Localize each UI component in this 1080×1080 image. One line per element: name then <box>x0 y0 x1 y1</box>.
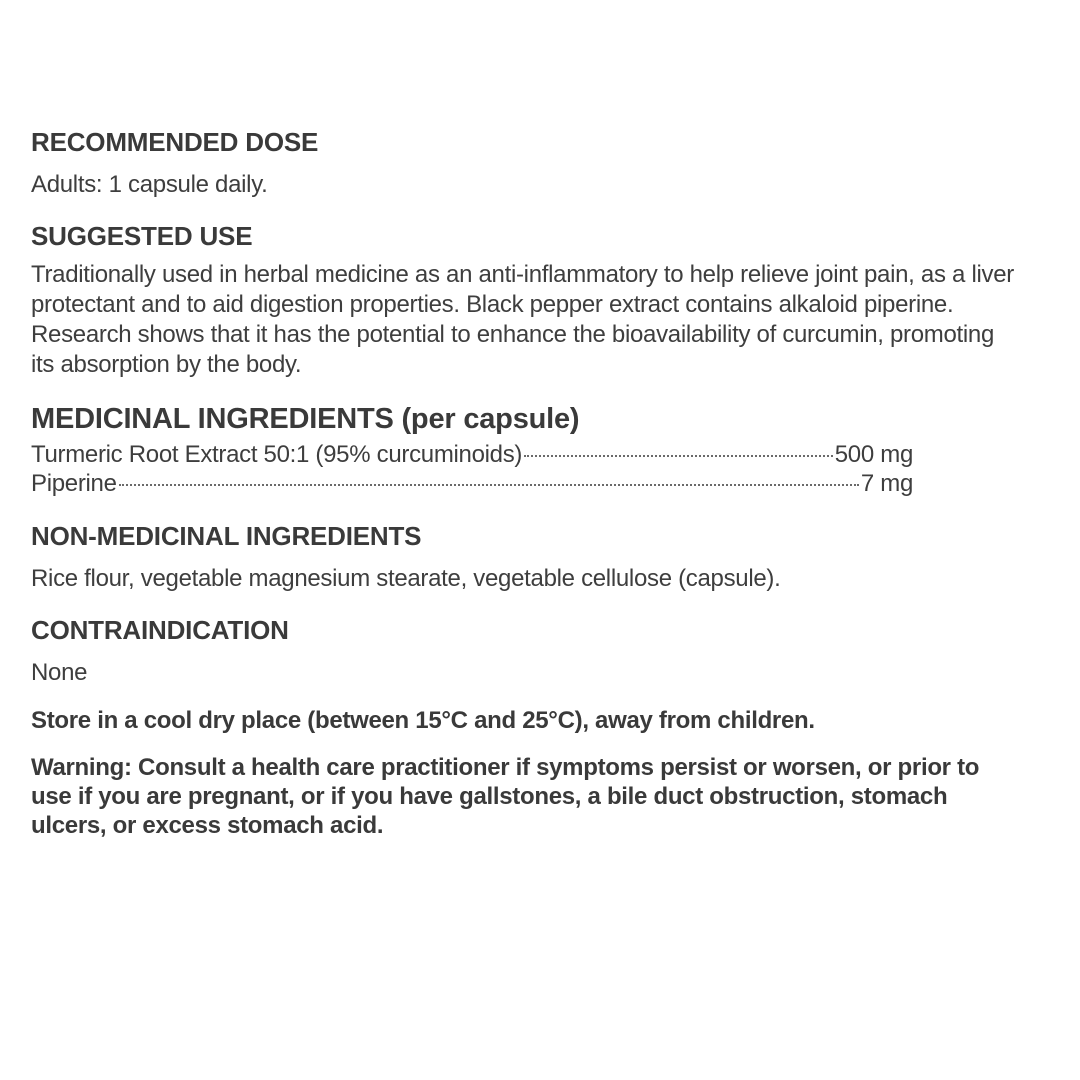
product-label <box>31 126 1021 840</box>
ingredient-row <box>31 440 913 469</box>
medicinal-ingredients-heading: MEDICINAL INGREDIENTS (per capsule) <box>31 403 580 435</box>
recommended-dose-heading: RECOMMENDED DOSE <box>31 127 319 157</box>
suggested-use-heading: SUGGESTED USE <box>31 221 253 251</box>
non-medicinal-ingredients-heading: NON-MEDICINAL INGREDIENTS <box>31 521 422 551</box>
ingredient-row <box>31 469 913 498</box>
contraindication-text: None <box>31 659 88 686</box>
dot-leader <box>119 484 859 486</box>
non-medicinal-ingredients-text: Rice flour, vegetable magnesium stearate, vegetable cellulose (capsule). <box>31 565 781 592</box>
recommended-dose-text: Adults: 1 capsule daily. <box>31 171 268 198</box>
ingredient-amount: 500 mg <box>834 441 913 468</box>
warning-text: Warning: Consult a health care practitioner if symptoms persist or worsen, or prior to use if you are pregnant, or if you have gallstones, a bile duct obstruction, stomach ulcers, or excess stomach acid. <box>31 754 980 839</box>
medicinal-ingredients-list <box>31 440 913 498</box>
storage-instructions: Store in a cool dry place (between 15°C and 25°C), away from children. <box>31 707 815 734</box>
contraindication-heading: CONTRAINDICATION <box>31 615 289 645</box>
ingredient-amount: 7 mg <box>860 470 913 497</box>
ingredient-name: Piperine <box>31 470 117 497</box>
suggested-use-text: Traditionally used in herbal medicine as an anti-inflammatory to help relieve joint pain, as a liver protectant and to aid digestion properties. Black pepper extract contains alkaloid piperine. Research shows that it has the potential to enhance the bioavailability of curcumin, promoting its absorption by the body. <box>31 261 1014 378</box>
dot-leader <box>524 455 833 457</box>
ingredient-name: Turmeric Root Extract 50:1 (95% curcuminoids) <box>31 441 523 468</box>
